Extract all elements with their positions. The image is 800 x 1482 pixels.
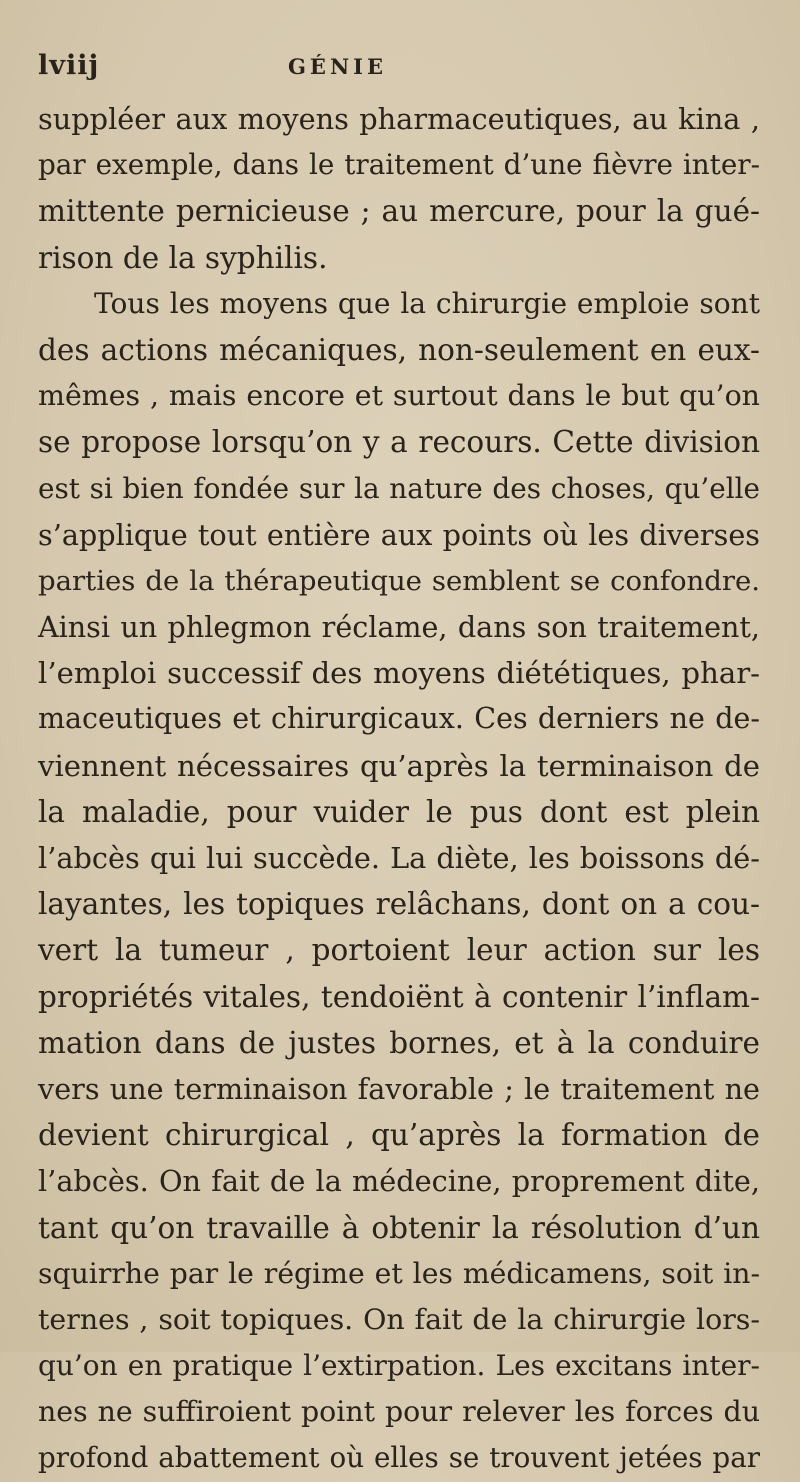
text-line: mation dans de justes bornes, et à la conduire [38,1025,760,1060]
text-line: viennent nécessaires qu’après la terminaison de [38,748,760,783]
text-line: profond abattement où elles se trouvent jetées par [38,1441,760,1475]
text-line: squirrhe par le régime et les médicamens, soit in- [38,1256,760,1290]
text-line: nes ne suffiroient point pour relever les forces du [38,1395,760,1429]
text-line: est si bien fondée sur la nature des choses, qu’elle [38,471,760,505]
text-line: mêmes , mais encore et surtout dans le but qu’on [38,379,760,413]
text-line: l’abcès. On fait de la médecine, proprement dite, [38,1164,760,1199]
text-line: des actions mécaniques, non-seulement en eux- [38,332,760,367]
text-line: layantes, les topiques relâchans, dont on a cou- [38,887,760,922]
text-line: ternes , soit topiques. On fait de la chirurgie lors- [38,1302,760,1336]
text-line: l’emploi successif des moyens diététiques, phar- [38,656,760,691]
text-line: parties de la thérapeutique semblent se confondre. [38,564,760,597]
text-line: suppléer aux moyens pharmaceutiques, au kina , [38,102,760,136]
text-line: rison de la syphilis. [38,240,328,275]
body-text [38,96,760,1482]
text-line: maceutiques et chirurgicaux. Ces derniers ne de- [38,702,760,736]
text-line: s’applique tout entière aux points où les diverses [38,517,760,552]
running-head [38,50,762,90]
text-line: par exemple, dans le traitement d’une fièvre inter- [38,148,760,182]
text-line: se propose lorsqu’on y a recours. Cette division [38,425,760,460]
running-title: GÉNIE [288,54,387,79]
text-line: devient chirurgical , qu’après la formation de [38,1118,760,1153]
text-line: Ainsi un phlegmon réclame, dans son traitement, [38,610,760,645]
text-line: propriétés vitales, tendoiënt à contenir l’inflam- [38,979,760,1014]
text-line: qu’on en pratique l’extirpation. Les excitans inter- [38,1349,760,1383]
text-line: la maladie, pour vuider le pus dont est plein [38,794,760,829]
text-line: vers une terminaison favorable ; le traitement ne [38,1071,760,1106]
page-number: lviij [38,50,100,81]
text-line: Tous les moyens que la chirurgie emploie sont [94,286,760,320]
text-line: l’abcès qui lui succède. La diète, les boissons dé- [38,841,760,875]
text-line: tant qu’on travaille à obtenir la résolution d’un [38,1210,760,1245]
text-line: mittente pernicieuse ; au mercure, pour la gué- [38,194,760,229]
text-line: vert la tumeur , portoient leur action sur les [38,933,760,968]
